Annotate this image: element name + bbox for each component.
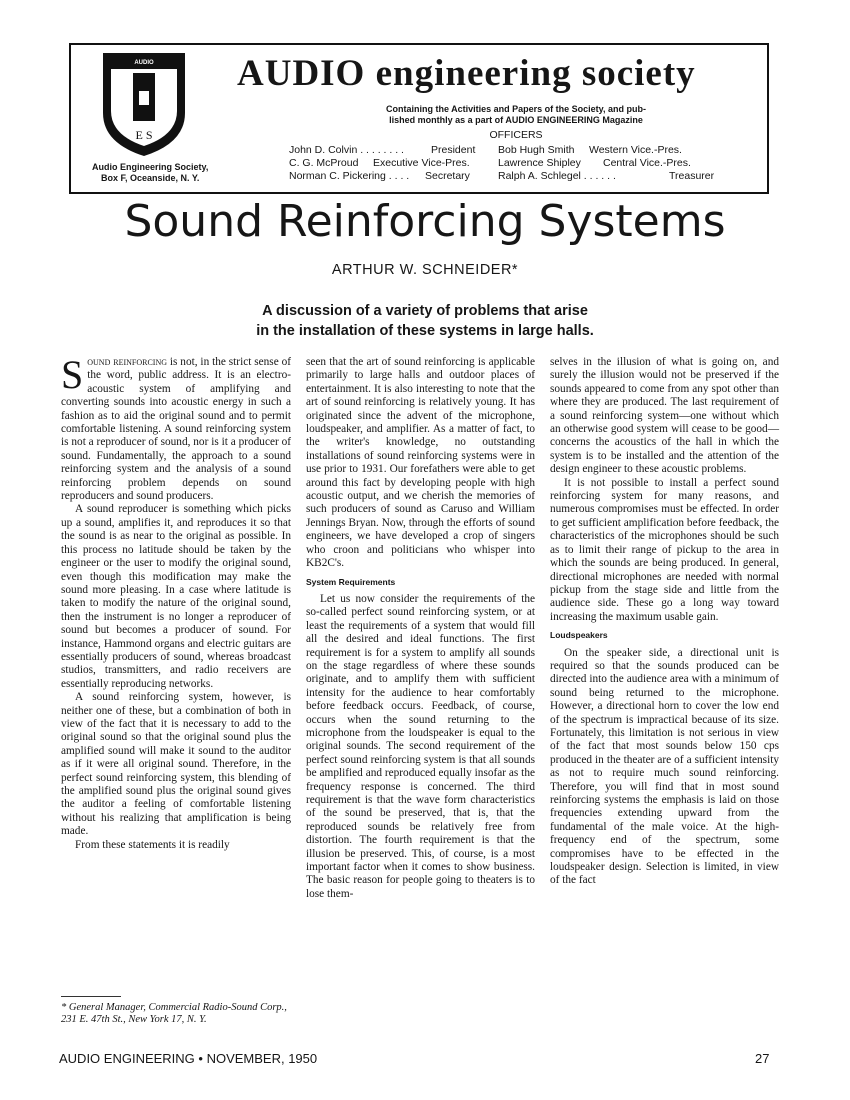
page-number: 27 [755, 1051, 770, 1066]
society-title: AUDIO engineering society [237, 53, 696, 94]
subtitle-line2: in the installation of these systems in large halls. [256, 323, 594, 339]
footnote: * General Manager, Commercial Radio-Sound Corp., 231 E. 47th St., New York 17, N. Y. [61, 1002, 287, 1025]
paragraph: Let us now consider the requirements of the so-called perfect sound reinforcing system, or at least the requirements of a system that would fill all the desired and ideal functions. The first requirement is for a system to amplify all sounds on the stage regardless of where these sounds originate, and to amplify them with sufficient intensity for the audience to hear comfortably before feedback occurs. Feedback, of course, occurs when the sound returning to the microphone from the loudspeaker is equal to the original sounds. The second requirement of the perfect sound reinforcing system is that all sounds be amplified and reproduced equally insofar as the frequency response is concerned. The third requirement is that the wave form characteristics of the sound be preserved, that is, that the reproduced sounds be relatively free from distortion. The fourth requirement is that the illusion be preserved. This, of course, is a most important factor when it comes to show business. The basic reason for people going to theaters is to lose them- [306, 592, 535, 900]
address-line1: Audio Engineering Society, [92, 162, 209, 172]
section-heading: Loudspeakers [550, 630, 608, 641]
officer-role: Central Vice.-Pres. [603, 157, 691, 169]
section-heading: System Requirements [306, 576, 396, 587]
logo-es: E S [135, 128, 153, 142]
article-title: Sound Reinforcing Systems [124, 196, 726, 247]
society-address [92, 162, 208, 184]
paragraph: seen that the art of sound reinforcing is applicable primarily to large halls and outdoor places of entertainment. It is also interesting to note that the art of sound reinforcing is relatively young. It has originated since the advent of the microphone, loudspeaker, and amplifier. As a matter of fact, to the writer's knowledge, no outstanding installations of sound reinforcing systems were in use prior to 1931. Our forefathers were able to get around this fact by developing people with high acoustic output, and we cherish the memories of such producers of sound as Caruso and William Jennings Bryan. Now, through the efforts of sound engineers, we have developed a crop of singers who croon and politicians who whisper into KB2C's. [306, 356, 535, 570]
drop-cap: S [61, 352, 84, 397]
column-1 [61, 352, 291, 852]
desc-line1: Containing the Activities and Papers of the Society, and pub- [385, 104, 647, 114]
society-description [296, 104, 736, 126]
desc-line2: lished monthly as a part of AUDIO ENGINEERING Magazine [389, 115, 643, 125]
logo-letters: AUDIO [134, 60, 154, 66]
officer-role: Western Vice.-Pres. [589, 144, 682, 156]
article-author: ARTHUR W. SCHNEIDER* [331, 262, 519, 278]
subtitle-line1: A discussion of a variety of problems that arise [262, 303, 588, 319]
officer-name: Norman C. Pickering . . . . [289, 170, 410, 182]
officer-name: Bob Hugh Smith [498, 144, 575, 156]
address-line2: Box F, Oceanside, N. Y. [100, 173, 200, 183]
officer-name: C. G. McProud [289, 157, 359, 169]
paragraph: From these statements it is readily [75, 838, 230, 851]
paragraph-text: is not, in the strict sense of the word, public address. It is an electro-acoustic system of amplifying and converting sounds into acoustic energy in such a fashion as to aid the original sound and to permit comfortable listening. A sound reinforcing system is not a reproducer of sound, nor is it a producer of sound. Fundamentally, the approach to a sound reinforcing system and the analysis of a sound reinforcing problem depends on sound reproducers and sound producers. [61, 356, 291, 503]
paragraph: A sound reinforcing system, however, is neither one of these, but a combination of both in view of the fact that it is necessary to add to the original sound so that the original sound plus the amplified sound will make it sound to the auditor as if it were all original sound. Therefore, in the perfect sound reinforcing system, this blending of the amplified sound plus the original sound gives the auditor a feeling of comfortable listening without his realizing that amplification is being made. [61, 691, 291, 838]
footer-publication: AUDIO ENGINEERING • NOVEMBER, 1950 [59, 1051, 318, 1066]
officer-name: Ralph A. Schlegel . . . . . . [498, 170, 616, 182]
officer-role: Treasurer [669, 170, 715, 182]
footnote-rule [61, 996, 121, 997]
article-subtitle [0, 301, 850, 341]
paragraph: A sound reproducer is something which picks up a sound, amplifies it, and reproduces it so that the sound is as near to the original as possible. In this process no latitude should be taken by the engineer or the user to modify the original sound, even though this modification may make the sound more pleasing. In a case where latitude is taken to modify the nature of the original sound, then the instrument is no longer a reproducer of sound but becomes a producer of sound. For instance, Hammond organs and electric guitars are essentially producers of sound, whereas broadcast studios, transmitters, and radio receivers are essentially reproducing networks. [61, 503, 291, 690]
paragraph [61, 352, 291, 503]
officer-role: President [431, 144, 476, 156]
officer-role: Secretary [425, 170, 470, 182]
aes-logo [99, 51, 189, 158]
paragraph: selves in the illusion of what is going on, and surely the illusion would not be preserved if the sounds appeared to come from any spot other than where they are produced. The last requirement of a sound reinforcing system—one without which an otherwise good system will cease to be good—concerns the acoustics of the hall in which the system is to be installed and the attention of the design engineer to these acoustic problems. [550, 356, 779, 476]
officer-name: Lawrence Shipley [498, 157, 581, 169]
paragraph: On the speaker side, a directional unit is required so that the sounds produced can be directed into the audience area with a minimum of sound being returned to the microphone. However, a directional horn to cover the low end of the spectrum is impractical because of its size. Fortunately, this limitation is not serious in view of the fact that most sounds below 150 cps produced in the theater are of a sufficient intensity as not to require much sound reinforcing. Therefore, you will find that in most sound reinforcing systems the emphasis is laid on those frequencies extending upward from the fundamental of the male voice. At the high-frequency end of the spectrum, some compromises have to be effected in the loudspeaker design. Selection is limited, in view of the fact [550, 646, 779, 887]
officer-name: John D. Colvin . . . . . . . . [289, 144, 404, 156]
column-2 [306, 356, 535, 901]
lead-smallcaps: ound reinforcing [87, 356, 168, 368]
officers-heading: OFFICERS [489, 129, 543, 141]
officer-role: Executive Vice-Pres. [373, 157, 470, 169]
column-3 [550, 356, 779, 888]
paragraph: It is not possible to install a perfect sound reinforcing system for many reasons, and numerous compromises must be effected. In order to get sufficient amplification before feedback, the characteristics of the microphones should be such as to limit their range of pickup to the area in which the sounds are being produced. In general, directional microphones are needed with normal pickup from the stage side and little from the audience side. These go a long way toward increasing the maximum usable gain. [550, 476, 779, 623]
